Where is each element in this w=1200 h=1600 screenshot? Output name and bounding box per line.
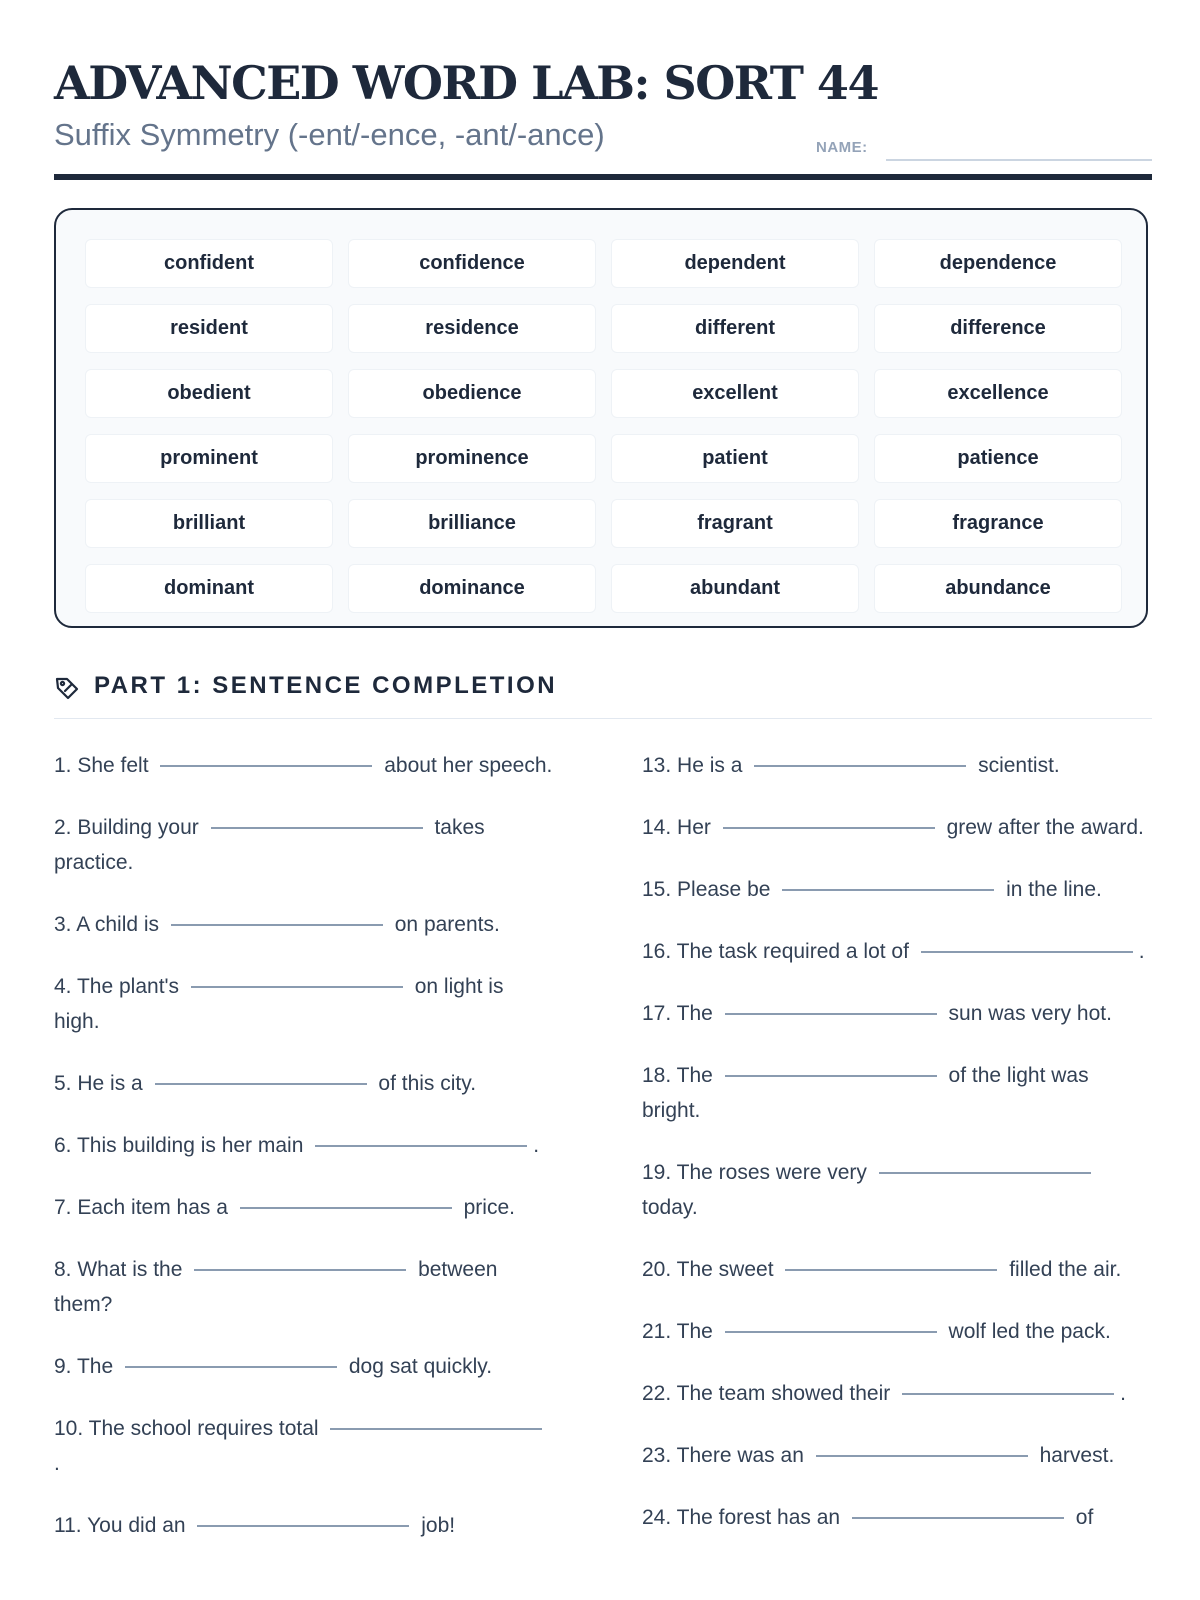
question-prompt: 11. You did an [54, 1514, 186, 1537]
question-ending: sun was very hot. [948, 1002, 1112, 1025]
question-ending: . [533, 1134, 540, 1157]
word-card: abundance [874, 564, 1122, 613]
answer-blank[interactable] [125, 1365, 337, 1368]
section-title: PART 1: SENTENCE COMPLETION [94, 672, 558, 699]
question-ending: of the light was bright. [642, 1064, 1089, 1122]
header-divider [54, 174, 1152, 180]
question-ending: on light is high. [54, 975, 504, 1033]
answer-blank[interactable] [782, 888, 994, 891]
word-card: fragrance [874, 499, 1122, 548]
word-card: confidence [348, 239, 596, 288]
word-card: brilliance [348, 499, 596, 548]
question-item [54, 1411, 554, 1481]
answer-blank[interactable] [852, 1516, 1064, 1519]
answer-blank[interactable] [171, 923, 383, 926]
section-divider [54, 718, 1152, 719]
question-ending: . [1120, 1382, 1126, 1405]
answer-blank[interactable] [330, 1427, 542, 1430]
word-card: prominence [348, 434, 596, 483]
answer-blank[interactable] [725, 1012, 937, 1015]
question-prompt: 22. The team showed their [642, 1382, 891, 1405]
question-item [642, 1058, 1152, 1128]
question-prompt: 24. The forest has an [642, 1506, 841, 1529]
word-card: excellent [611, 369, 859, 418]
answer-blank[interactable] [723, 826, 935, 829]
page-subtitle: Suffix Symmetry (-ent/-ence, -ant/-ance) [54, 117, 605, 152]
question-prompt: 7. Each item has a [54, 1196, 228, 1219]
word-card: dominance [348, 564, 596, 613]
question-item [642, 1438, 1152, 1473]
question-ending: of this city. [378, 1072, 477, 1095]
word-card: obedient [85, 369, 333, 418]
word-card: difference [874, 304, 1122, 353]
question-item [54, 1128, 554, 1163]
answer-blank[interactable] [191, 985, 403, 988]
word-card: patient [611, 434, 859, 483]
question-item [54, 1508, 554, 1543]
question-ending: . [1138, 940, 1145, 963]
answer-blank[interactable] [160, 764, 372, 767]
question-item [54, 1349, 554, 1384]
question-item [54, 810, 554, 880]
question-ending: between them? [54, 1258, 498, 1316]
question-item [54, 969, 554, 1039]
question-item [642, 810, 1152, 845]
answer-blank[interactable] [879, 1171, 1091, 1174]
word-grid [85, 239, 1122, 613]
page-title: ADVANCED WORD LAB: SORT 44 [54, 56, 878, 110]
word-bank [54, 208, 1148, 628]
question-ending: today. [642, 1196, 698, 1219]
question-ending: in the line. [1006, 878, 1102, 901]
word-card: abundant [611, 564, 859, 613]
word-card: confident [85, 239, 333, 288]
name-label: NAME: [816, 139, 868, 156]
question-ending: price. [463, 1196, 515, 1219]
answer-blank[interactable] [155, 1082, 367, 1085]
answer-blank[interactable] [921, 950, 1133, 953]
question-item [54, 907, 554, 942]
answer-blank[interactable] [725, 1330, 937, 1333]
pencil-icon [54, 675, 80, 701]
question-prompt: 2. Building your [54, 816, 199, 839]
question-ending: job! [421, 1514, 456, 1537]
question-prompt: 4. The plant's [54, 975, 180, 998]
word-card: excellence [874, 369, 1122, 418]
question-prompt: 13. He is a [642, 754, 743, 777]
answer-blank[interactable] [725, 1074, 937, 1077]
answer-blank[interactable] [902, 1392, 1114, 1395]
question-ending: of [1075, 1506, 1094, 1529]
question-item [642, 996, 1152, 1031]
question-item [54, 1066, 554, 1101]
question-prompt: 18. The [642, 1064, 713, 1087]
question-prompt: 3. A child is [54, 913, 160, 936]
question-prompt: 5. He is a [54, 1072, 143, 1095]
word-card: fragrant [611, 499, 859, 548]
word-card: dominant [85, 564, 333, 613]
question-item [642, 1155, 1152, 1225]
question-item [642, 1376, 1152, 1411]
question-prompt: 9. The [54, 1355, 114, 1378]
question-ending: harvest. [1039, 1444, 1115, 1467]
word-card: different [611, 304, 859, 353]
question-prompt: 8. What is the [54, 1258, 183, 1281]
name-input-line[interactable] [886, 159, 1152, 161]
question-item [642, 1252, 1152, 1287]
answer-blank[interactable] [211, 826, 423, 829]
question-item [54, 748, 554, 783]
word-card: resident [85, 304, 333, 353]
question-ending: about her speech. [384, 754, 553, 777]
question-ending: dog sat quickly. [348, 1355, 493, 1378]
question-ending: . [54, 1452, 60, 1475]
question-item [642, 1500, 1152, 1535]
answer-blank[interactable] [197, 1524, 409, 1527]
question-ending: takes practice. [54, 816, 485, 874]
question-item [642, 934, 1152, 969]
word-card: prominent [85, 434, 333, 483]
question-prompt: 17. The [642, 1002, 713, 1025]
question-prompt: 20. The sweet [642, 1258, 774, 1281]
questions-right-column [642, 748, 1152, 1562]
word-card: patience [874, 434, 1122, 483]
question-prompt: 23. There was an [642, 1444, 804, 1467]
question-prompt: 19. The roses were very [642, 1161, 867, 1184]
question-prompt: 14. Her [642, 816, 711, 839]
question-ending: grew after the award. [946, 816, 1144, 839]
question-ending: filled the air. [1009, 1258, 1122, 1281]
question-item [54, 1252, 554, 1322]
word-card: brilliant [85, 499, 333, 548]
question-item [54, 1190, 554, 1225]
question-item [642, 748, 1152, 783]
question-ending: wolf led the pack. [948, 1320, 1111, 1343]
questions-left-column [54, 748, 554, 1570]
question-prompt: 1. She felt [54, 754, 149, 777]
answer-blank[interactable] [194, 1268, 406, 1271]
question-prompt: 16. The task required a lot of [642, 940, 909, 963]
answer-blank[interactable] [816, 1454, 1028, 1457]
section-header [54, 670, 1152, 704]
answer-blank[interactable] [785, 1268, 997, 1271]
question-item [642, 872, 1152, 907]
answer-blank[interactable] [315, 1144, 527, 1147]
word-card: residence [348, 304, 596, 353]
question-prompt: 6. This building is her main [54, 1134, 304, 1157]
word-card: dependent [611, 239, 859, 288]
word-card: dependence [874, 239, 1122, 288]
answer-blank[interactable] [754, 764, 966, 767]
name-field [816, 133, 1152, 163]
question-prompt: 15. Please be [642, 878, 771, 901]
question-prompt: 21. The [642, 1320, 713, 1343]
worksheet-page [54, 0, 1152, 1600]
answer-blank[interactable] [240, 1206, 452, 1209]
word-card: obedience [348, 369, 596, 418]
question-prompt: 10. The school requires total [54, 1417, 319, 1440]
question-ending: on parents. [394, 913, 500, 936]
question-ending: scientist. [978, 754, 1060, 777]
question-item [642, 1314, 1152, 1349]
